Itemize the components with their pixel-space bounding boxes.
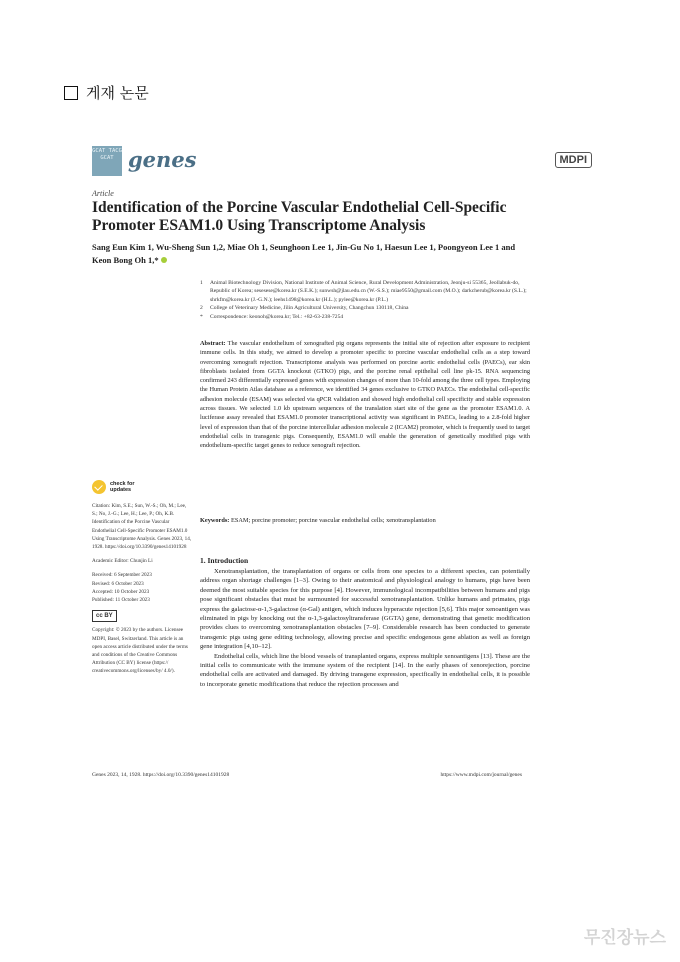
check-for-updates-badge[interactable]: check for updates (92, 480, 134, 494)
affiliation-item: 2 College of Veterinary Medicine, Jilin Agricultural University, Changchun 130118, China (200, 305, 409, 312)
check-icon (92, 480, 106, 494)
paragraph: Endothelial cells, which line the blood vessels of transplanted organs, express multiple xenoantigens [13]. These are the initial cells to communicate with the immune system of the recipient [14]. In the early phases of xenorejection, porcine endothelial cells are activated and damaged. By driving transgene expression, specifically in endothelial cells, it is possible to incorporate genetic modifications that reduce the rejection processes and (200, 652, 530, 688)
keywords-text: ESAM; porcine promoter; porcine vascular endothelial cells; xenotransplantation (230, 517, 436, 524)
footer-citation: Genes 2023, 14, 1928. https://doi.org/10.3390/genes14101928 (92, 772, 230, 778)
received-date: Received: 6 September 2023 (92, 572, 152, 579)
affiliations (200, 279, 530, 321)
checkbox-icon (64, 86, 78, 100)
header-label-text: 게재 논문 (86, 84, 149, 102)
header-label (64, 82, 149, 103)
genes-logo-icon: GCAT TACG GCAT (92, 146, 122, 176)
abstract (200, 339, 530, 451)
abstract-label: Abstract: (200, 340, 226, 347)
keywords-label: Keywords: (200, 517, 230, 524)
citation: Citation: Kim, S.E.; Sun, W.-S.; Oh, M.; Lee, S.; No, J.-G.; Lee, H.; Lee, P.; Oh, K.B. Identification of the Porcine Vascular Endothelial Cell-Specific Promoter ESAM1.0 Using Transcriptome Analysis. Genes 2023, 14, 1928. https://doi.org/10.3390/genes14101928 (92, 503, 192, 551)
affiliation-item: 1 Animal Biotechnology Division, National Institute of Animal Science, Rural Development Administration, Jeonju-si 55365, Jeollabuk-do, Republic of Korea; sesesese@korea.kr (S.E.K.); sunwsh@jlau.edu.cn (W.-S.S.); miae9550@gmail.com (M.O.); darkcherub@korea.kr (S.L.); shrkfm@korea.kr (J.-G.N.); leehs1498@korea.kr (H.L.); pylee@korea.kr (P.L.) (200, 280, 527, 303)
mdpi-logo: MDPI (555, 152, 593, 168)
cc-license-icon[interactable]: cc BY (92, 610, 117, 622)
watermark: 무진장뉴스 (583, 928, 666, 948)
affiliation-item: * Correspondence: keonoh@korea.kr; Tel.: +82-63-238-7254 (200, 313, 344, 320)
introduction-body (200, 567, 530, 689)
revised-date: Revised: 6 October 2023 (92, 580, 144, 587)
article-sidebar (92, 502, 192, 682)
page-footer (92, 772, 522, 778)
section-heading: 1. Introduction (200, 556, 249, 565)
footer-url[interactable]: https://www.mdpi.com/journal/genes (440, 772, 522, 778)
author-list (92, 241, 522, 267)
accepted-date: Accepted: 10 October 2023 (92, 588, 150, 595)
academic-editor: Academic Editor: Chunjin Li (92, 558, 153, 565)
orcid-icon[interactable] (161, 257, 167, 263)
copyright: Copyright: © 2023 by the authors. Licensee MDPI, Basel, Switzerland. This article is an open access article distributed under the terms and conditions of the Creative Commons Attribution (CC BY) license (https:// creativecommons.org/licenses/by/ 4.0/). (92, 627, 188, 675)
keywords (200, 516, 530, 525)
paper-title: Identification of the Porcine Vascular Endothelial Cell-Specific Promoter ESAM1.0 Using Transcriptome Analysis (92, 199, 507, 234)
journal-name: genes (128, 147, 197, 172)
authors-text: Sang Eun Kim 1, Wu-Sheng Sun 1,2, Miae Oh 1, Seunghoon Lee 1, Jin-Gu No 1, Haesun Lee 1, Poongyeon Lee 1 and Keon Bong Oh 1,* (92, 242, 516, 265)
journal-header (92, 146, 592, 176)
article-type: Article (92, 189, 114, 198)
abstract-text: The vascular endothelium of xenografted pig organs represents the initial site of rejection after exposure to recipient immune cells. In this study, we aimed to develop a promoter specific to porcine vascular endothelial cells as a step toward overcoming xenograft rejection. Transcriptome analysis was performed on porcine aortic endothelial cells (PAECs), ear skin fibroblasts isolated from GGTA knockout (GTKO) pigs, and the porcine renal epithelial cell line pk-15. RNA sequencing confirmed 243 differentially expressed genes with expression changes of more than 10-fold among the three cell types. Employing the Human Protein Atlas database as a reference, we identified 34 genes exclusive to GTKO PAECs. The endothelial cell-specific adhesion molecule (ESAM) was selected via qPCR validation and showed high endothelial cell specificity and stable expression across tissues. We selected 1.0 kb upstream sequences of the translation start site of the gene as the promoter ESAM1.0. A luciferase assay revealed that ESAM1.0 promoter transcriptional activity was significant in PAECs, leading to a 2.8-fold higher level of expression than that of the porcine intercellular adhesion molecule 2 (ICAM2) promoter, which is frequently used to target endothelial cells in transgenic pigs. Consequently, ESAM1.0 will enable the generation of genetically modified pigs with endothelium-specific target genes to reduce xenograft rejection. (200, 340, 530, 450)
paragraph: Xenotransplantation, the transplantation of organs or cells from one species to a different species, can potentially address organ shortage challenges [1–3]. Owing to their anatomical and physiological analogy to humans, pigs have been deemed the most suitable species for this purpose [4]. However, immunological incompatibilities between humans and pigs pose significant obstacles that must be surmounted for successful xenotransplantation. Unlike humans and primates, pigs express the galactose-α-1,3-galactose (α-Gal) antigen, which induces hyperacute rejection [5,6]. This major xenoantigen was eliminated in pigs by knocking out the α-1,3-galactosyltransferase (GGTA) gene, demonstrating that genetic modification provides clues to overcoming xenotransplantation obstacles [7–9]. Considerable research has been conducted to generate transgenic pigs using gene editing technology, allowing precise and specific endogenous gene ablation as well as foreign gene integration [4,10–12]. (200, 568, 530, 651)
published-date: Published: 11 October 2023 (92, 597, 150, 604)
